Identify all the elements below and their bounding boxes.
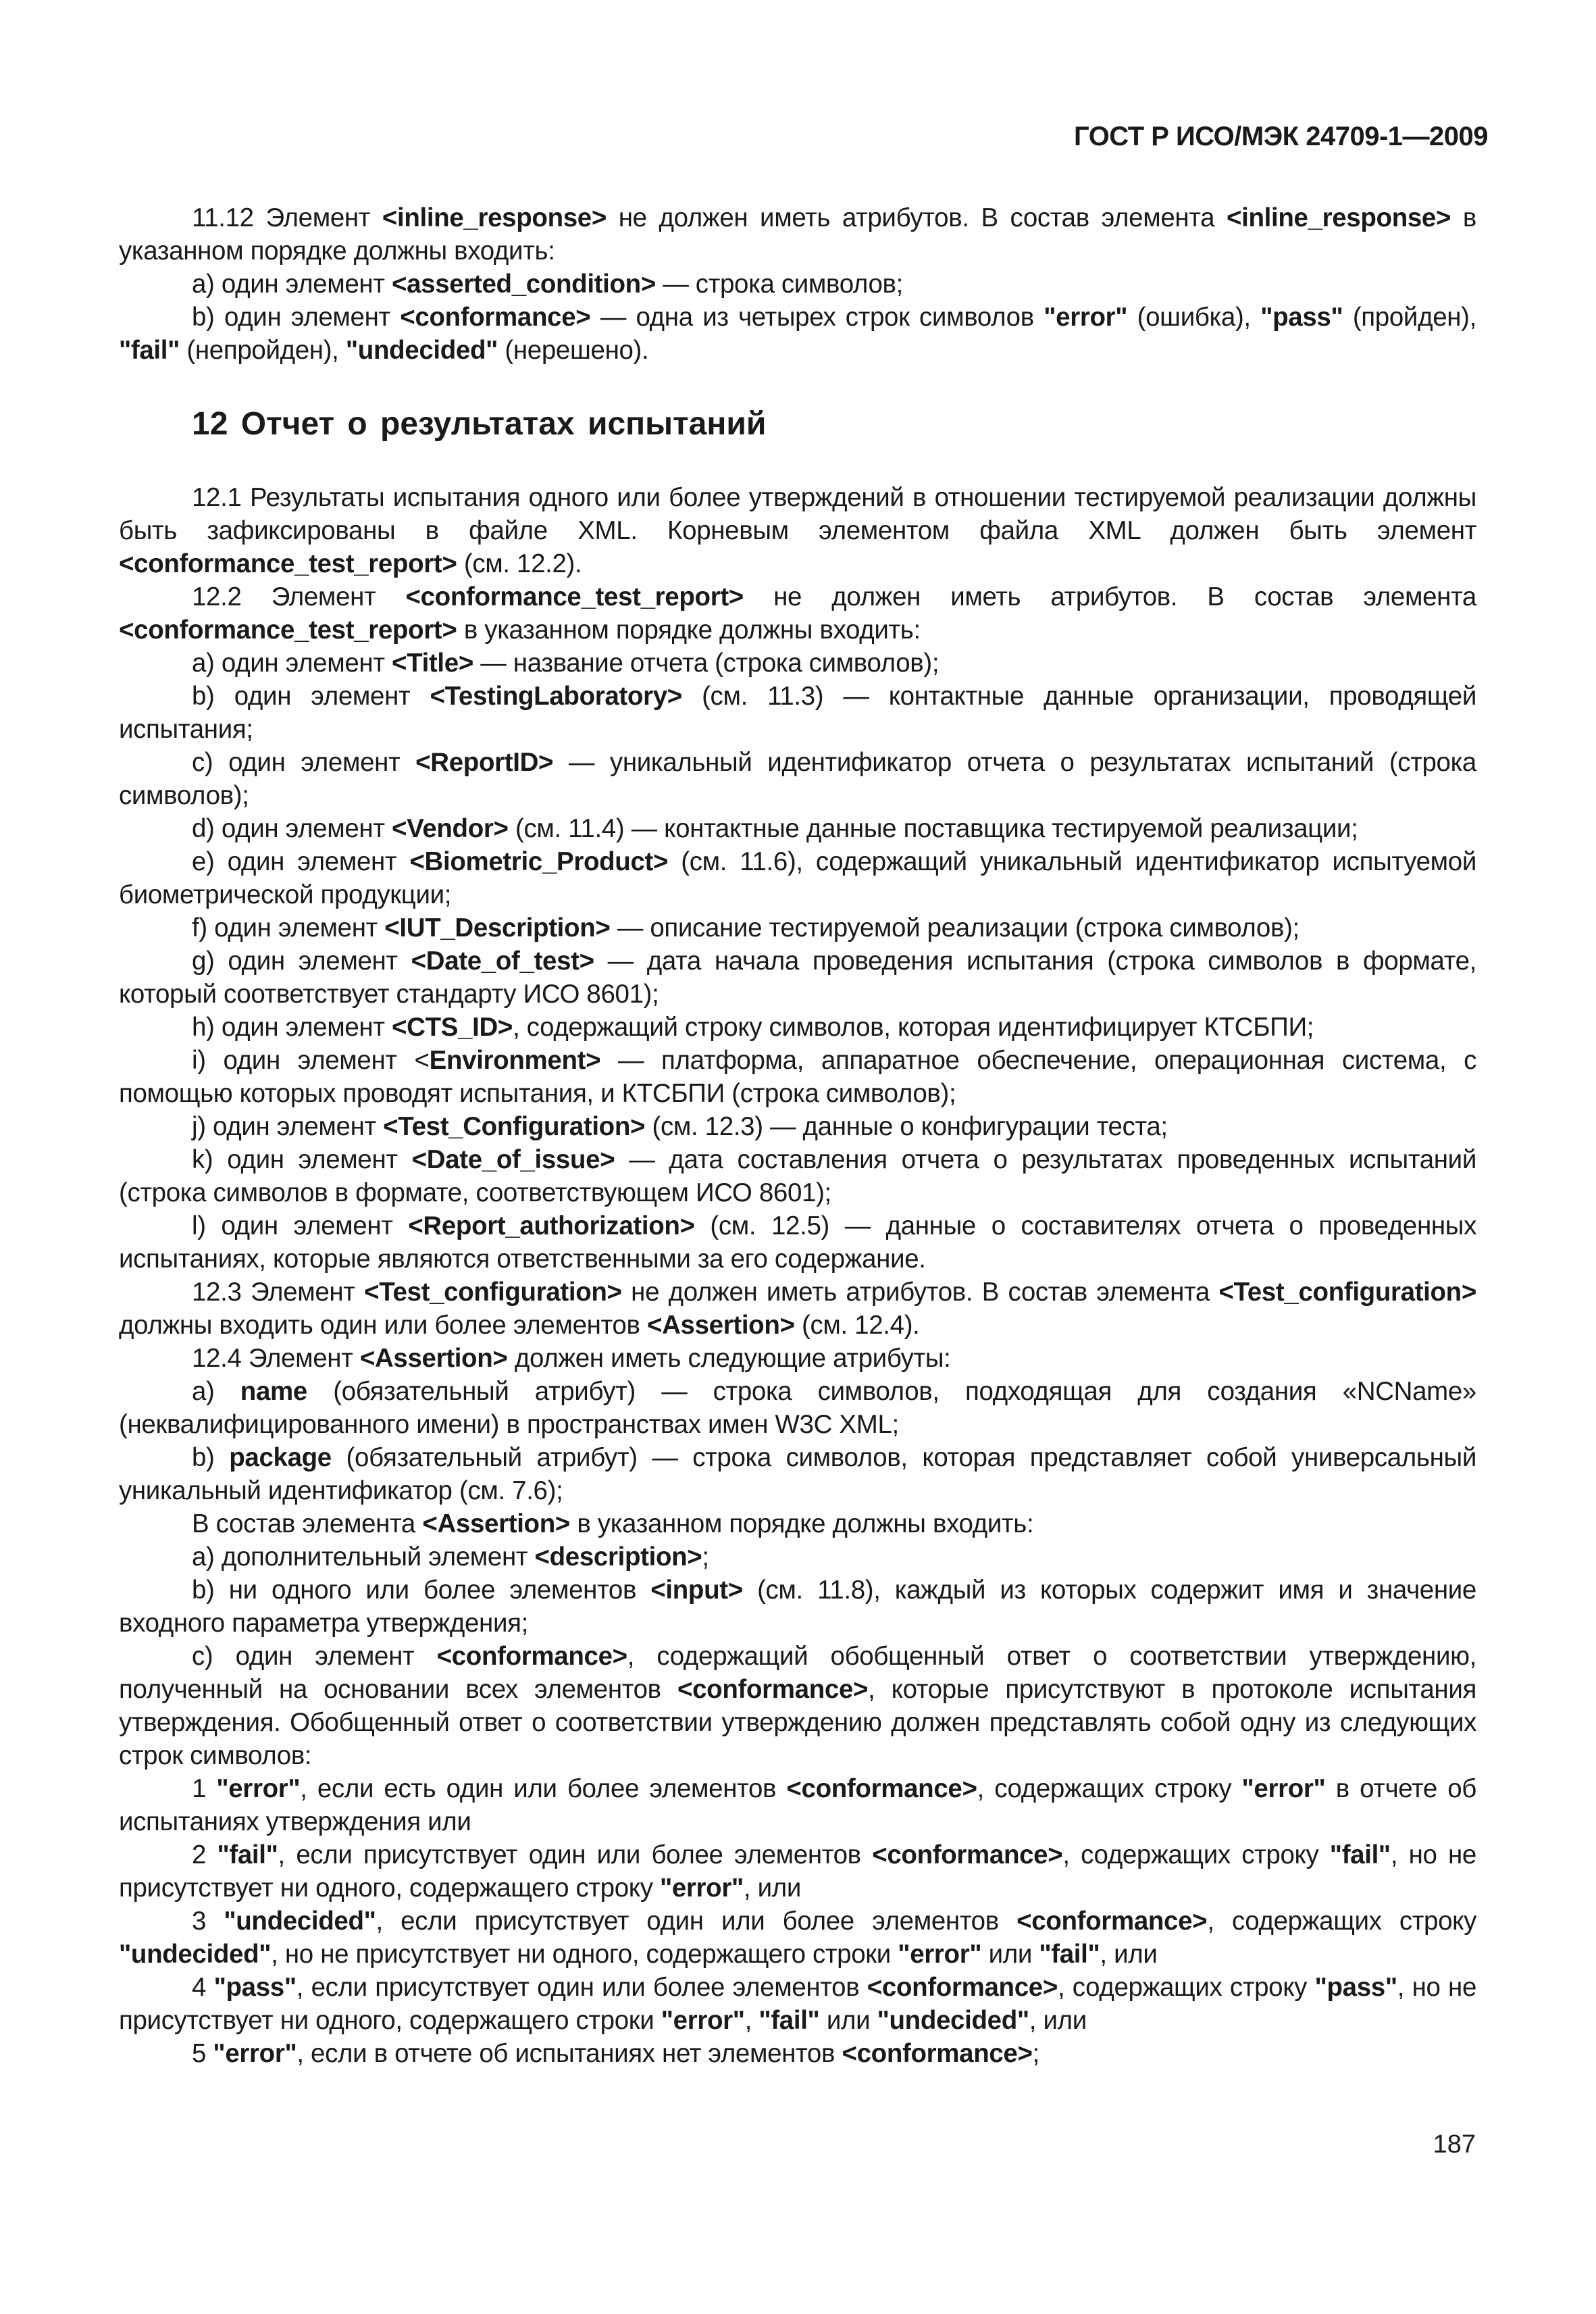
bold-text-run: "fail" [119, 336, 180, 365]
paragraph [119, 268, 1476, 301]
text-run: j) один элемент [192, 1112, 384, 1141]
paragraph [119, 1276, 1476, 1342]
bold-text-run: <Report_authorization> [408, 1211, 695, 1240]
bold-text-run: <conformance> [1016, 1907, 1208, 1936]
section-12-title: 12 Отчет о результатах испытаний [192, 406, 767, 442]
bold-text-run: "undecided" [345, 336, 498, 365]
paragraph [119, 647, 1476, 680]
text-run: , если присутствует один или более элементов [376, 1907, 1017, 1936]
paragraph [119, 1342, 1476, 1375]
text-run: c) один элемент [192, 748, 416, 777]
paragraph [119, 1507, 1476, 1540]
text-run: ; [702, 1542, 709, 1571]
text-run: b) ни одного или более элементов [192, 1576, 651, 1605]
paragraph [119, 1905, 1476, 1971]
paragraph [119, 746, 1476, 812]
text-run: , или [1100, 1940, 1158, 1969]
text-run: 11.12 Элемент [192, 203, 382, 232]
text-run: (непройден), [180, 336, 346, 365]
paragraph [119, 845, 1476, 911]
text-run: g) один элемент [192, 947, 411, 976]
text-run: не должен иметь атрибутов. В состав элемента [743, 582, 1476, 611]
bold-text-run: "error" [659, 1873, 744, 1903]
bold-text-run: <Test_configuration> [364, 1278, 622, 1307]
text-run: , но не присутствует ни одного, содержащего строки [119, 1973, 1477, 2035]
text-run: e) один элемент [192, 847, 410, 876]
bold-text-run: <conformance> [842, 2039, 1033, 2068]
bold-text-run: <Title> [391, 649, 473, 678]
paragraph [119, 1209, 1476, 1276]
text-run: не должен иметь атрибутов. В состав элемента [621, 1278, 1219, 1307]
bold-text-run: package [229, 1443, 332, 1472]
bold-text-run: <CTS_ID> [391, 1013, 513, 1042]
text-run: a) один элемент [192, 270, 392, 299]
paragraph [119, 580, 1476, 647]
bold-text-run: "error" [661, 2006, 745, 2035]
text-run: не должен иметь атрибутов. В состав элемента [607, 203, 1227, 232]
text-run: в указанном порядке должны входить: [570, 1509, 1034, 1538]
bold-text-run: <Test_Configuration> [383, 1112, 646, 1141]
text-run: — дата начала проведения испытания (строка символов в формате, который соответствует стандарту ИСО 8601); [119, 947, 1476, 1009]
text-run: k) один элемент [192, 1145, 412, 1174]
paragraph [119, 1375, 1476, 1441]
text-run: (нерешено). [498, 336, 649, 365]
bold-text-run: <Test_configuration> [1218, 1278, 1476, 1307]
bold-text-run: "fail" [1329, 1840, 1391, 1869]
text-run: должны входить один или более элементов [119, 1311, 647, 1340]
text-run: или [981, 1940, 1039, 1969]
document-code-header: ГОСТ Р ИСО/МЭК 24709-1—2009 [1074, 122, 1488, 151]
text-run: , если в отчете об испытаниях нет элементов [297, 2039, 842, 2068]
bold-text-run: <inline_response> [382, 203, 607, 232]
text-run: a) дополнительный элемент [192, 1542, 535, 1571]
text-run: 12.1 Результаты испытания одного или более утверждений в отношении тестируемой реализации должны быть зафиксированы в файле XML. Корневым элементом файла XML должен быть элемент [119, 483, 1476, 545]
bold-text-run: <Assertion> [359, 1344, 508, 1373]
text-run: , содержащих строку [1207, 1907, 1476, 1936]
bold-text-run: <TestingLaboratory> [430, 682, 682, 711]
text-run: (см. 11.6), содержащий уникальный идентификатор испытуемой биометрической продукции; [119, 847, 1476, 909]
page-number: 187 [1433, 2130, 1476, 2159]
paragraph [119, 481, 1476, 580]
bold-text-run: <conformance_test_report> [119, 549, 457, 578]
text-run: (см. 11.4) — контактные данные поставщика тестируемой реализации; [508, 814, 1358, 843]
text-run: должен иметь следующие атрибуты: [507, 1344, 951, 1373]
text-run: (см. 11.3) — контактные данные организации, проводящей испытания; [119, 682, 1476, 744]
text-run: В состав элемента [192, 1509, 423, 1538]
text-run: — уникальный идентификатор отчета о результатах испытаний (строка символов); [119, 748, 1476, 810]
bold-text-run: "error" [1044, 303, 1128, 332]
paragraph [119, 1574, 1476, 1640]
text-run: , или [1029, 2006, 1087, 2035]
paragraph [119, 1772, 1476, 1838]
bold-text-run: "pass" [1314, 1973, 1397, 2002]
bold-text-run: "fail" [758, 2006, 820, 2035]
text-run: (пройден), [1343, 303, 1476, 332]
paragraph [119, 2037, 1476, 2070]
bold-text-run: "fail" [1039, 1940, 1100, 1969]
text-run: b) один элемент [192, 682, 430, 711]
text-run: d) один элемент [192, 814, 392, 843]
paragraph [119, 1110, 1476, 1143]
text-run: , или [743, 1873, 802, 1903]
text-run: — название отчета (строка символов); [473, 649, 939, 678]
text-run: 4 [192, 1973, 214, 2002]
paragraph [119, 911, 1476, 945]
text-run: — описание тестируемой реализации (строка символов); [610, 913, 1299, 942]
bold-text-run: <conformance_test_report> [119, 615, 457, 645]
bold-text-run: <conformance> [786, 1774, 977, 1803]
bold-text-run: name [240, 1377, 307, 1406]
bold-text-run: "undecided" [119, 1940, 272, 1969]
text-run: , содержащий строку символов, которая идентифицирует КТСБПИ; [513, 1013, 1314, 1042]
text-run: b) один элемент [192, 303, 401, 332]
text-run: (см. 11.8), каждый из которых содержит имя и значение входного параметра утверждения; [119, 1576, 1476, 1638]
section-12-text [119, 481, 1476, 2070]
text-run: , которые присутствуют в протоколе испытания утверждения. Обобщенный ответ о соответствии утверждению должен представлять собой одну из следующих строк символов: [119, 1675, 1476, 1770]
bold-text-run: "error" [1241, 1774, 1326, 1803]
bold-text-run: <IUT_Description> [384, 913, 611, 942]
text-run: , [744, 2006, 759, 2035]
text-run: 12.2 Элемент [192, 582, 406, 611]
text-run: , но не присутствует ни одного, содержащего строки [271, 1940, 898, 1969]
text-run: , если есть один или более элементов [300, 1774, 787, 1803]
text-run: в отчете об испытаниях утверждения или [119, 1774, 1477, 1836]
text-run: , содержащий обобщенный ответ о соответствии утверждению, полученный на основании всех элементов [119, 1642, 1476, 1704]
text-run: l) один элемент [192, 1211, 409, 1240]
bold-text-run: <Biometric_Product> [409, 847, 669, 876]
text-run: 12.4 Элемент [192, 1344, 360, 1373]
paragraph [119, 1044, 1476, 1110]
bold-text-run: <Date_of_issue> [411, 1145, 615, 1174]
bold-text-run: "pass" [1260, 303, 1343, 332]
text-run: c) один элемент [192, 1642, 437, 1671]
paragraph [119, 1640, 1476, 1772]
bold-text-run: Environment> [429, 1046, 601, 1075]
section-11-12-text [119, 201, 1476, 367]
text-run: (см. 12.4). [794, 1311, 920, 1340]
bold-text-run: <Assertion> [646, 1311, 795, 1340]
paragraph [119, 201, 1476, 268]
text-run: (обязательный атрибут) — строка символов, которая представляет собой универсальный уникальный идентификатор (см. 7.6); [119, 1443, 1476, 1505]
bold-text-run: <Date_of_test> [411, 947, 594, 976]
text-run: 2 [192, 1840, 217, 1869]
text-run: ; [1032, 2039, 1039, 2068]
bold-text-run: <conformance> [867, 1973, 1058, 2002]
paragraph [119, 301, 1476, 367]
bold-text-run: <ReportID> [415, 748, 554, 777]
bold-text-run: "undecided" [224, 1907, 376, 1936]
text-run: (см. 12.5) — данные о составителях отчета о проведенных испытаниях, которые являются ответственными за его содержание. [119, 1211, 1476, 1274]
bold-text-run: <input> [650, 1576, 743, 1605]
bold-text-run: <conformance> [436, 1642, 627, 1671]
paragraph [119, 1540, 1476, 1574]
bold-text-run: "error" [213, 2039, 297, 2068]
text-run: 1 [192, 1774, 217, 1803]
paragraph [119, 1441, 1476, 1507]
text-run: , если присутствует один или более элементов [278, 1840, 873, 1869]
text-run: 12.3 Элемент [192, 1278, 365, 1307]
bold-text-run: "error" [898, 1940, 982, 1969]
bold-text-run: "fail" [217, 1840, 278, 1869]
bold-text-run: "undecided" [877, 2006, 1029, 2035]
paragraph [119, 1971, 1476, 2037]
bold-text-run: <description> [534, 1542, 702, 1571]
bold-text-run: <conformance> [677, 1675, 869, 1704]
text-run: (ошибка), [1127, 303, 1261, 332]
bold-text-run: <conformance> [400, 303, 591, 332]
text-run: , содержащих строку [1062, 1840, 1330, 1869]
paragraph [119, 812, 1476, 845]
paragraph [119, 1011, 1476, 1044]
text-run: , содержащих строку [1057, 1973, 1315, 2002]
bold-text-run: <inline_response> [1226, 203, 1451, 232]
paragraph [119, 680, 1476, 746]
bold-text-run: <Vendor> [391, 814, 509, 843]
bold-text-run: <asserted_condition> [391, 270, 656, 299]
text-run: — одна из четырех строк символов [590, 303, 1044, 332]
text-run: в указанном порядке должны входить: [119, 203, 1476, 266]
text-run: — строка символов; [655, 270, 903, 299]
bold-text-run: "pass" [213, 1973, 297, 2002]
bold-text-run: <conformance_test_report> [405, 582, 744, 611]
text-run: b) [192, 1443, 230, 1472]
text-run: , содержащих строку [977, 1774, 1242, 1803]
text-run: 5 [192, 2039, 213, 2068]
text-run: (см. 12.2). [457, 549, 582, 578]
text-run: , если присутствует один или более элементов [296, 1973, 867, 2002]
text-run: (обязательный атрибут) — строка символов, подходящая для создания «NCName» (неквалифицированного имени) в пространствах имен W3C XML; [119, 1377, 1476, 1439]
paragraph [119, 1838, 1476, 1905]
text-run: — платформа, аппаратное обеспечение, операционная система, с помощью которых проводят испытания, и КТСБПИ (строка символов); [119, 1046, 1477, 1108]
bold-text-run: <Assertion> [422, 1509, 571, 1538]
text-run: — дата составления отчета о результатах проведенных испытаний (строка символов в формате, соответствующем ИСО 8601); [119, 1145, 1476, 1207]
text-run: или [819, 2006, 877, 2035]
text-run: i) один элемент < [192, 1046, 430, 1075]
text-run: в указанном порядке должны входить: [457, 615, 921, 645]
paragraph [119, 945, 1476, 1011]
bold-text-run: "error" [216, 1774, 301, 1803]
text-run: 3 [192, 1907, 224, 1936]
paragraph [119, 1143, 1476, 1209]
text-run: , но не присутствует ни одного, содержащего строку [119, 1840, 1476, 1903]
bold-text-run: <conformance> [872, 1840, 1063, 1869]
text-run: a) [192, 1377, 240, 1406]
text-run: a) один элемент [192, 649, 392, 678]
text-run: (см. 12.3) — данные о конфигурации теста; [645, 1112, 1168, 1141]
text-run: f) один элемент [192, 913, 385, 942]
text-run: h) один элемент [192, 1013, 392, 1042]
